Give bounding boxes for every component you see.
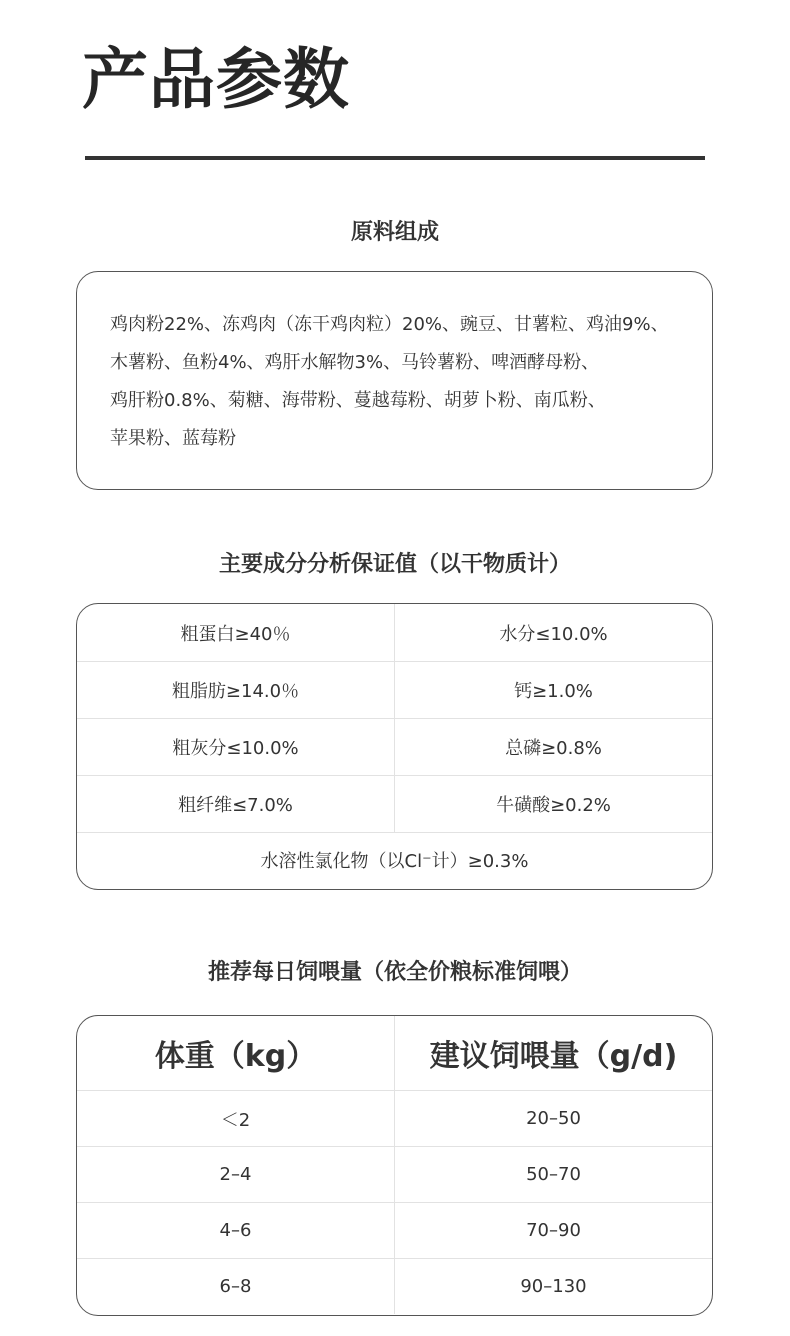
analysis-cell: 水分≤10.0% [394, 604, 712, 661]
analysis-row [77, 775, 712, 832]
analysis-cell: 粗灰分≤10.0% [172, 738, 299, 759]
feeding-header-row [77, 1016, 712, 1090]
analysis-row [77, 604, 712, 661]
weight-column-header: 体重（kg） [154, 1039, 317, 1074]
weight-cell: 6–8 [219, 1276, 252, 1297]
ingredients-line: 苹果粉、蓝莓粉 [110, 428, 236, 449]
feeding-row [77, 1090, 712, 1146]
analysis-cell: 钙≥1.0% [394, 662, 712, 718]
amount-column-header: 建议饲喂量（g/d) [394, 1016, 712, 1090]
amount-cell: 20–50 [394, 1091, 712, 1146]
ingredients-line: 鸡肉粉22%、冻鸡肉（冻干鸡肉粒）20%、豌豆、甘薯粒、鸡油9%、 [110, 314, 669, 335]
analysis-footer-cell: 水溶性氯化物（以Cl⁻计）≥0.3% [260, 851, 529, 872]
amount-cell: 50–70 [394, 1147, 712, 1202]
analysis-table [76, 603, 713, 890]
analysis-row [77, 718, 712, 775]
analysis-heading: 主要成分分析保证值（以干物质计） [218, 552, 571, 577]
page-title: 产品参数 [82, 41, 350, 118]
ingredients-heading: 原料组成 [350, 220, 439, 245]
weight-cell: 4–6 [219, 1220, 252, 1241]
analysis-row [77, 661, 712, 718]
feeding-heading: 推荐每日饲喂量（依全价粮标准饲喂） [207, 960, 582, 985]
amount-cell: 90–130 [394, 1259, 712, 1314]
ingredients-line: 木薯粉、鱼粉4%、鸡肝水解物3%、马铃薯粉、啤酒酵母粉、 [110, 352, 600, 373]
analysis-cell: 粗纤维≤7.0% [178, 795, 293, 816]
analysis-cell: 粗蛋白≥40％ [180, 623, 291, 645]
analysis-cell: 总磷≥0.8% [394, 719, 712, 775]
ingredients-line: 鸡肝粉0.8%、菊糖、海带粉、蔓越莓粉、胡萝卜粉、南瓜粉、 [110, 390, 606, 411]
analysis-cell: 牛磺酸≥0.2% [394, 776, 712, 832]
weight-cell: 2–4 [219, 1164, 252, 1185]
feeding-table [76, 1015, 713, 1316]
feeding-row [77, 1146, 712, 1202]
analysis-footer-row [77, 832, 712, 887]
feeding-row [77, 1258, 712, 1314]
ingredients-box [76, 271, 713, 490]
analysis-cell: 粗脂肪≥14.0％ [171, 681, 300, 702]
weight-cell: ＜2 [220, 1109, 251, 1131]
feeding-row [77, 1202, 712, 1258]
title-divider [85, 156, 705, 160]
amount-cell: 70–90 [394, 1203, 712, 1258]
